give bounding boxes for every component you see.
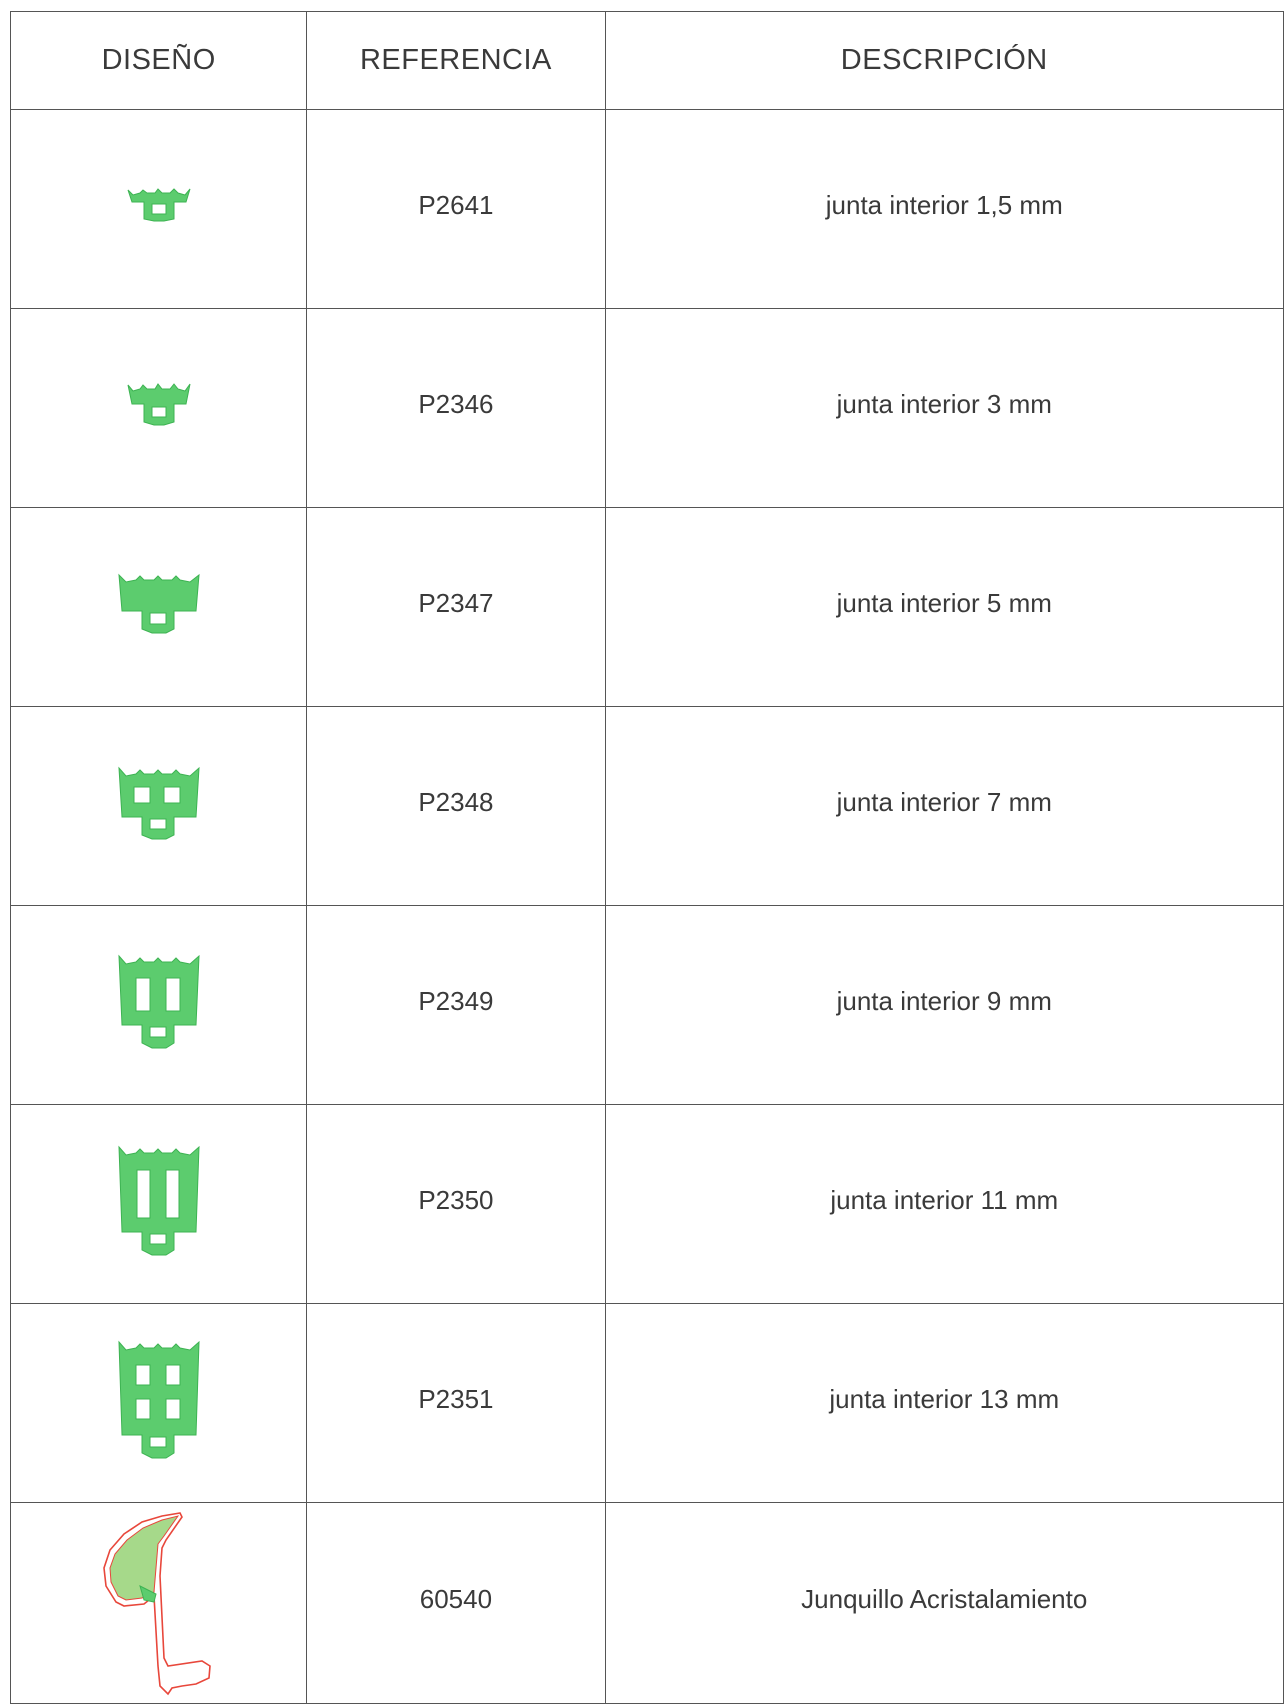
design-cell <box>11 707 307 906</box>
description-text: junta interior 11 mm <box>830 1184 1059 1215</box>
reference-text: P2641 <box>418 189 494 220</box>
table-row <box>11 1304 1284 1503</box>
header-description: DESCRIPCIÓN <box>605 12 1283 110</box>
design-cell <box>11 508 307 707</box>
description-text: junta interior 3 mm <box>836 388 1052 419</box>
description-text: junta interior 7 mm <box>836 786 1052 817</box>
gasket-profile-icon <box>124 184 194 234</box>
design-cell <box>11 906 307 1105</box>
gasket-profile-icon <box>114 1144 204 1264</box>
description-cell <box>605 1304 1283 1503</box>
description-cell <box>605 1105 1283 1304</box>
header-reference: REFERENCIA <box>307 12 605 110</box>
reference-cell <box>307 906 605 1105</box>
table-row <box>11 1503 1284 1704</box>
table-row <box>11 1105 1284 1304</box>
product-table <box>10 11 1284 1704</box>
reference-text: 60540 <box>419 1583 493 1614</box>
table-row <box>11 110 1284 309</box>
description-cell <box>605 906 1283 1105</box>
design-cell <box>11 1304 307 1503</box>
header-design: DISEÑO <box>11 12 307 110</box>
reference-cell <box>307 707 605 906</box>
glazing-bead-profile-icon <box>84 1508 234 1698</box>
reference-cell <box>307 110 605 309</box>
reference-text: P2346 <box>418 388 494 419</box>
table-row <box>11 309 1284 508</box>
reference-text: P2347 <box>418 587 494 618</box>
reference-cell <box>307 1105 605 1304</box>
description-cell <box>605 508 1283 707</box>
design-cell <box>11 110 307 309</box>
gasket-profile-icon <box>124 380 194 436</box>
description-cell <box>605 707 1283 906</box>
description-text: Junquillo Acristalamiento <box>801 1583 1088 1614</box>
description-cell <box>605 110 1283 309</box>
description-text: junta interior 5 mm <box>836 587 1052 618</box>
table-row <box>11 508 1284 707</box>
reference-text: P2348 <box>418 786 494 817</box>
design-cell <box>11 309 307 508</box>
description-text: junta interior 9 mm <box>836 985 1052 1016</box>
gasket-profile-icon <box>114 1339 204 1467</box>
reference-text: P2350 <box>418 1184 494 1215</box>
table-row <box>11 707 1284 906</box>
gasket-profile-icon <box>114 953 204 1057</box>
reference-cell <box>307 309 605 508</box>
description-text: junta interior 13 mm <box>829 1383 1060 1414</box>
reference-cell <box>307 1503 605 1704</box>
gasket-profile-icon <box>114 765 204 847</box>
reference-text: P2349 <box>418 985 494 1016</box>
table-row <box>11 906 1284 1105</box>
reference-cell <box>307 1304 605 1503</box>
description-cell <box>605 1503 1283 1704</box>
design-cell <box>11 1503 307 1704</box>
reference-cell <box>307 508 605 707</box>
gasket-profile-icon <box>114 571 204 643</box>
design-cell <box>11 1105 307 1304</box>
description-text: junta interior 1,5 mm <box>825 189 1063 220</box>
reference-text: P2351 <box>418 1383 494 1414</box>
description-cell <box>605 309 1283 508</box>
table-header-row <box>11 12 1284 110</box>
